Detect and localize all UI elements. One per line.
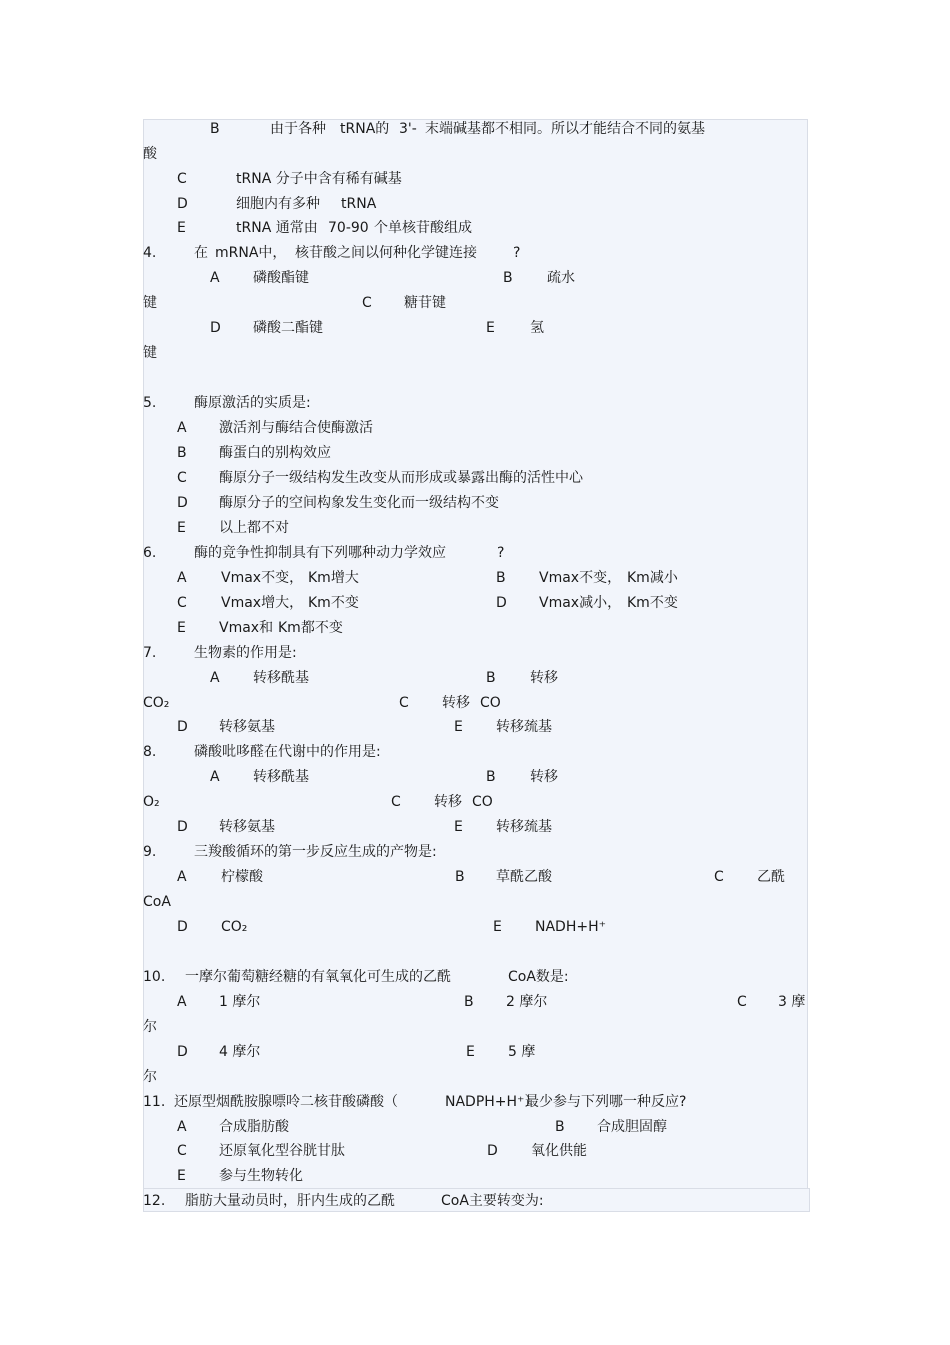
option-text: 草酰乙酸 bbox=[496, 869, 552, 885]
option-text: CO₂ bbox=[143, 695, 170, 711]
option-text: Vmax不变， bbox=[221, 570, 304, 586]
option-text: Km减小 bbox=[627, 570, 678, 586]
option-label: A bbox=[177, 420, 187, 436]
option-label: A bbox=[177, 1119, 187, 1135]
option-label: E bbox=[454, 719, 463, 735]
option-label: A bbox=[210, 670, 220, 686]
option-text: 转移酰基 bbox=[253, 670, 309, 686]
option-text: tRNA 通常由 bbox=[236, 220, 318, 236]
option-label: E bbox=[493, 919, 502, 935]
option-text: 还原氧化型谷胱甘肽 bbox=[219, 1143, 345, 1159]
option-label: A bbox=[210, 769, 220, 785]
option-text: 酶蛋白的别构效应 bbox=[219, 445, 331, 461]
option-label: C bbox=[177, 470, 187, 486]
option-text: Km不变 bbox=[627, 595, 678, 611]
option-text: 70-90 bbox=[328, 220, 369, 236]
option-text: 5 摩 bbox=[508, 1044, 536, 1060]
question-number: 4. bbox=[143, 245, 157, 261]
option-label: E bbox=[454, 819, 463, 835]
option-text: 转移巯基 bbox=[496, 719, 552, 735]
option-label: D bbox=[210, 320, 221, 336]
option-text: CO bbox=[480, 695, 501, 711]
question-text: 生物素的作用是: bbox=[194, 645, 297, 661]
option-label: D bbox=[177, 1044, 188, 1060]
option-text: CO bbox=[472, 794, 493, 810]
option-text: CO₂ bbox=[221, 919, 248, 935]
question-text: 三羧酸循环的第一步反应生成的产物是: bbox=[194, 844, 437, 860]
option-text: 转移氨基 bbox=[219, 819, 275, 835]
option-text: 糖苷键 bbox=[404, 295, 446, 311]
option-text: 酶原分子一级结构发生改变从而形成或暴露出酶的活性中心 bbox=[219, 470, 583, 486]
option-text: Km都不变 bbox=[278, 620, 343, 636]
question-text: NADPH+H⁺） bbox=[445, 1094, 539, 1110]
option-text: 个单核苷酸组成 bbox=[374, 220, 472, 236]
option-label: A bbox=[177, 570, 187, 586]
option-label: C bbox=[177, 595, 187, 611]
question-text: CoA主要转变为: bbox=[441, 1193, 544, 1209]
question-text: 还原型烟酰胺腺嘌呤二核苷酸磷酸（ bbox=[174, 1094, 398, 1110]
option-text: 转移 bbox=[530, 670, 558, 686]
option-label: D bbox=[177, 919, 188, 935]
option-label: E bbox=[177, 620, 186, 636]
question-number: 10. bbox=[143, 969, 166, 985]
question-text: 在 bbox=[194, 245, 208, 261]
option-text: 转移氨基 bbox=[219, 719, 275, 735]
option-text: tRNA 分子中含有稀有碱基 bbox=[236, 171, 402, 187]
option-text: O₂ bbox=[143, 794, 160, 810]
question-number: 6. bbox=[143, 545, 157, 561]
question-text: mRNA中， bbox=[215, 245, 287, 261]
question-text: 酶原激活的实质是: bbox=[194, 395, 311, 411]
option-label: B bbox=[555, 1119, 565, 1135]
option-text: 合成脂肪酸 bbox=[219, 1119, 289, 1135]
option-label: A bbox=[177, 994, 187, 1010]
option-text: 细胞内有多种 bbox=[236, 196, 320, 212]
option-text: 合成胆固醇 bbox=[597, 1119, 667, 1135]
question-text: 最少参与下列哪一种反应? bbox=[525, 1094, 687, 1110]
option-text: NADH+H⁺ bbox=[535, 919, 607, 935]
option-text: 2 摩尔 bbox=[506, 994, 548, 1010]
option-text: 磷酸二酯键 bbox=[253, 320, 323, 336]
option-label: C bbox=[177, 171, 187, 187]
question-text: ? bbox=[513, 245, 521, 261]
option-text: 3'- bbox=[399, 121, 417, 137]
question-number: 5. bbox=[143, 395, 157, 411]
option-text: 尔 bbox=[143, 1019, 157, 1035]
option-label: B bbox=[464, 994, 474, 1010]
option-text: 转移酰基 bbox=[253, 769, 309, 785]
option-text: tRNA的 bbox=[340, 121, 390, 137]
option-label: B bbox=[455, 869, 465, 885]
option-label: D bbox=[177, 819, 188, 835]
option-text: 磷酸酯键 bbox=[253, 270, 309, 286]
option-label: C bbox=[714, 869, 724, 885]
option-label: B bbox=[210, 121, 220, 137]
question-text: 磷酸吡哆醛在代谢中的作用是: bbox=[194, 744, 381, 760]
option-text: 氧化供能 bbox=[531, 1143, 587, 1159]
question-number: 8. bbox=[143, 744, 157, 760]
option-text: 转移 bbox=[442, 695, 470, 711]
option-label: B bbox=[177, 445, 187, 461]
option-text: Vmax不变， bbox=[539, 570, 622, 586]
option-text: 键 bbox=[143, 295, 157, 311]
option-label: C bbox=[391, 794, 401, 810]
option-text: Km增大 bbox=[308, 570, 359, 586]
option-label: C bbox=[177, 1143, 187, 1159]
option-label: C bbox=[362, 295, 372, 311]
option-label: B bbox=[496, 570, 506, 586]
option-text: 参与生物转化 bbox=[219, 1168, 303, 1184]
question-number: 11. bbox=[143, 1094, 166, 1110]
question-number: 7. bbox=[143, 645, 157, 661]
option-label: D bbox=[177, 495, 188, 511]
option-text: 酶原分子的空间构象发生变化而一级结构不变 bbox=[219, 495, 499, 511]
option-text: 转移 bbox=[434, 794, 462, 810]
option-label: E bbox=[177, 1168, 186, 1184]
option-text: 1 摩尔 bbox=[219, 994, 261, 1010]
option-label: E bbox=[486, 320, 495, 336]
option-text: 由于各种 bbox=[270, 121, 326, 137]
option-label: D bbox=[177, 196, 188, 212]
option-text: 尔 bbox=[143, 1069, 157, 1085]
question-text: CoA数是: bbox=[508, 969, 569, 985]
question-number: 9. bbox=[143, 844, 157, 860]
option-text: CoA bbox=[143, 894, 171, 910]
question-text: 酶的竞争性抑制具有下列哪种动力学效应 bbox=[194, 545, 446, 561]
question-text: 脂肪大量动员时，肝内生成的乙酰 bbox=[185, 1193, 395, 1209]
question-text: 核苷酸之间以何种化学键连接 bbox=[295, 245, 477, 261]
option-text: Km不变 bbox=[308, 595, 359, 611]
option-text: 氢 bbox=[530, 320, 544, 336]
option-label: B bbox=[503, 270, 513, 286]
option-label: C bbox=[399, 695, 409, 711]
option-label: B bbox=[486, 670, 496, 686]
option-text: tRNA bbox=[341, 196, 377, 212]
option-label: D bbox=[177, 719, 188, 735]
option-text: 疏水 bbox=[547, 270, 575, 286]
option-label: C bbox=[737, 994, 747, 1010]
option-text: 转移巯基 bbox=[496, 819, 552, 835]
option-text: 激活剂与酶结合使酶激活 bbox=[219, 420, 373, 436]
option-text: Vmax和 bbox=[219, 620, 274, 636]
option-text: 柠檬酸 bbox=[221, 869, 263, 885]
option-label: A bbox=[177, 869, 187, 885]
option-text: 4 摩尔 bbox=[219, 1044, 261, 1060]
question-number: 12. bbox=[143, 1193, 166, 1209]
option-text: 转移 bbox=[530, 769, 558, 785]
option-text: 酸 bbox=[143, 146, 157, 162]
option-label: E bbox=[177, 220, 186, 236]
option-text: Vmax减小， bbox=[539, 595, 622, 611]
option-label: B bbox=[486, 769, 496, 785]
option-text: 乙酰 bbox=[757, 869, 785, 885]
option-text: Vmax增大， bbox=[221, 595, 304, 611]
option-label: E bbox=[177, 520, 186, 536]
option-label: D bbox=[487, 1143, 498, 1159]
option-text: 键 bbox=[143, 345, 157, 361]
option-label: D bbox=[496, 595, 507, 611]
option-text: 3 摩 bbox=[778, 994, 806, 1010]
question-text: ? bbox=[497, 545, 505, 561]
question-text: 一摩尔葡萄糖经糖的有氧氧化可生成的乙酰 bbox=[185, 969, 451, 985]
option-label: E bbox=[466, 1044, 475, 1060]
option-text: 末端碱基都不相同。所以才能结合不同的氨基 bbox=[425, 121, 705, 137]
option-label: A bbox=[210, 270, 220, 286]
option-text: 以上都不对 bbox=[219, 520, 289, 536]
